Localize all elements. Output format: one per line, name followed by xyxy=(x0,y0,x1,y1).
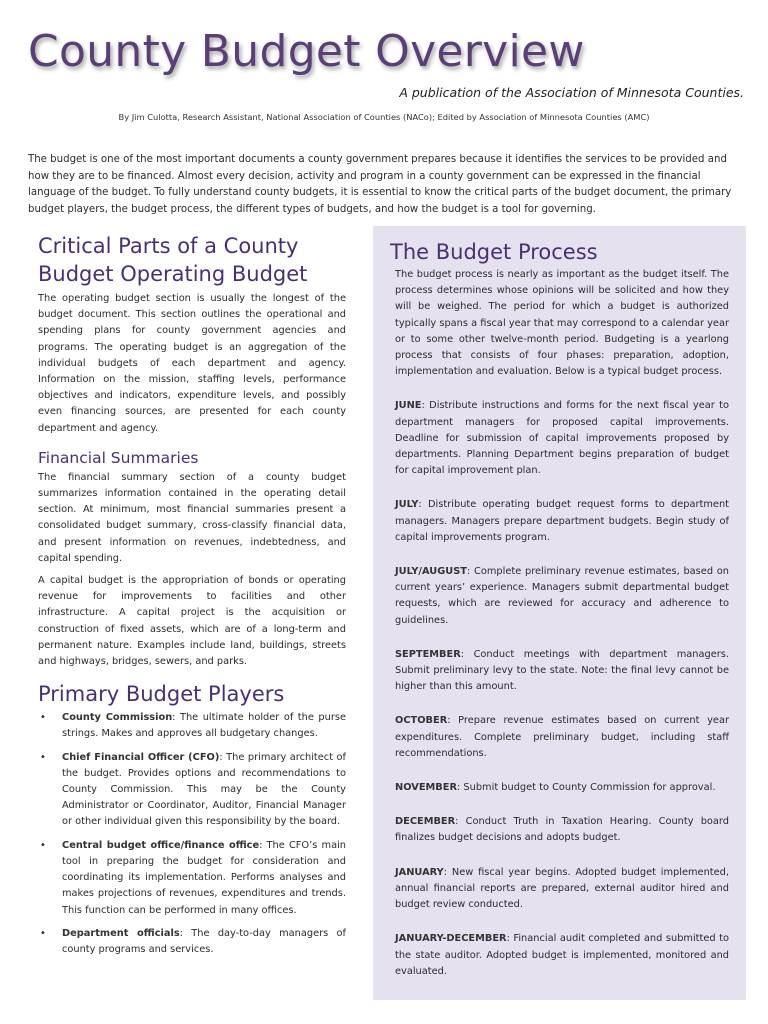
critical-parts-heading-line1: Critical Parts of a County xyxy=(38,234,299,258)
phase-text: : Prepare revenue estimates based on current year expenditures. Complete preliminary budget, including staff recommendations. xyxy=(395,715,729,759)
financial-summaries-heading: Financial Summaries xyxy=(38,448,199,467)
phase-label: NOVEMBER xyxy=(395,782,457,794)
player-description: : The ultimate holder of the purse strings. Makes and approves all budgetary changes. xyxy=(62,712,346,740)
phase-label: JULY/AUGUST xyxy=(395,566,467,578)
list-item xyxy=(38,710,346,742)
player-description: : The day-to-day managers of county programs and services. xyxy=(62,927,346,955)
page-title: County Budget Overview xyxy=(28,26,585,77)
bullet: • xyxy=(40,712,46,724)
process-phase xyxy=(395,865,729,914)
phase-label: JUNE xyxy=(395,400,422,412)
capital-budget-paragraph: A capital budget is the appropriation of bonds or operating revenue for improvements to facilities and other infrastructure. A capital project is the acquisition or construction of fixed assets, which are of a long-term and permanent nature. Examples include land, buildings, streets and highways, bridges, sewers, and parks. xyxy=(38,575,346,668)
player-description: : The CFO’s main tool in preparing the budget for consideration and coordinating its implementation. Performs analyses and makes projections of revenues, expenditures and trends. This function can be performed in many offices. xyxy=(62,839,346,916)
bullet: • xyxy=(40,839,46,851)
process-phase xyxy=(395,814,729,846)
phase-text: : Complete preliminary revenue estimates, based on current years’ experience. Managers submit departmental budget requests, which are reviewed for accuracy and adherence to guidelines. xyxy=(395,566,729,626)
budget-process-body xyxy=(395,267,729,998)
budget-process-panel xyxy=(373,226,746,1000)
phase-text: : Financial audit completed and submitted to the state auditor. Adopted budget is implemented, monitored and evaluated. xyxy=(395,933,729,977)
bullet: • xyxy=(40,751,46,763)
phase-text: : New fiscal year begins. Adopted budget implemented, annual financial reports are prepared, external auditor hired and budget review conducted. xyxy=(395,866,729,911)
phase-label: JANUARY-DECEMBER xyxy=(395,933,507,945)
player-term: Department officials xyxy=(62,927,180,939)
phase-label: JULY xyxy=(395,499,419,511)
process-phase xyxy=(395,713,729,762)
list-item xyxy=(38,838,346,919)
critical-parts-heading-line2: Budget Operating Budget xyxy=(38,262,308,286)
player-term: County Commission xyxy=(62,712,173,724)
publication-subtitle: A publication of the Association of Minnesota Counties. xyxy=(399,85,744,100)
budget-players-list xyxy=(38,710,346,958)
critical-parts-heading xyxy=(38,232,346,288)
process-phase xyxy=(395,564,729,629)
process-phase xyxy=(395,931,729,980)
phase-text: : Submit budget to County Commission for approval. xyxy=(457,782,716,794)
left-column xyxy=(38,232,346,965)
financial-summary-paragraph: The financial summary section of a county budget summarizes information contained in the operating detail section. At minimum, most financial summaries present a consolidated budget summary, cross-classify financial data, and present information on revenues, indebtedness, and capital spending. xyxy=(38,471,346,564)
budget-players-heading: Primary Budget Players xyxy=(38,682,285,707)
process-phase xyxy=(395,780,729,796)
budget-process-heading: The Budget Process xyxy=(390,240,598,264)
list-item xyxy=(38,926,346,958)
phase-label: SEPTEMBER xyxy=(395,648,461,660)
intro-paragraph: The budget is one of the most important documents a county government prepares because it identifies the services to be provided and how they are to be financed. Almost every decision, activity and program in a county government can be expressed in the financial language of the budget. To fully understand county budgets, it is essential to know the critical parts of the budget document, the primary budget players, the budget process, the different types of budgets, and how the budget is a tool for governing. xyxy=(28,154,732,215)
player-description: : The primary architect of the budget. Provides options and recommendations to County Commission. This may be the County Administrator or Coordinator, Auditor, Financial Manager or other individual given this responsibility by the board. xyxy=(62,751,347,828)
list-item xyxy=(38,750,346,831)
process-phase xyxy=(395,647,729,696)
operating-budget-paragraph: The operating budget section is usually the longest of the budget document. This section outlines the operational and spending plans for county government agencies and programs. The operating budget is an aggregation of the individual budgets of each department and agency. Information on the mission, staffing levels, performance objectives and indicators, expenditure levels, and possibly even financing sources, are presented for each county department and agency. xyxy=(38,293,346,434)
phase-label: JANUARY xyxy=(395,866,444,878)
process-phase xyxy=(395,497,729,546)
phase-text: : Distribute instructions and forms for the next fiscal year to department managers for proposed capital improvements. Deadline for submission of capital improvements proposed by departments. Planning Department begins preparation of budget for capital improvement plan. xyxy=(395,400,729,477)
phase-label: OCTOBER xyxy=(395,715,448,727)
budget-process-intro: The budget process is nearly as important as the budget itself. The process determines whose opinions will be solicited and how they will be weighed. The period for which a budget is authorized typically spans a fiscal year that may correspond to a calendar year or to some other twelve-month period. Budgeting is a yearlong process that consists of four phases: preparation, adoption, implementation and evaluation. Below is a typical budget process. xyxy=(395,269,729,378)
phase-label: DECEMBER xyxy=(395,816,456,828)
bullet: • xyxy=(40,927,46,939)
process-phase xyxy=(395,398,729,479)
phase-text: : Conduct Truth in Taxation Hearing. County board finalizes budget decisions and adopts budget. xyxy=(395,816,729,844)
player-term: Central budget office/finance office xyxy=(62,839,260,851)
player-term: Chief Financial Officer (CFO) xyxy=(62,751,220,763)
author-byline: By Jim Culotta, Research Assistant, National Association of Counties (NACo); Edited by Association of Minnesota Counties (AMC) xyxy=(118,112,650,122)
phase-text: : Distribute operating budget request forms to department managers. Managers prepare department budgets. Begin study of capital improvements program. xyxy=(395,499,729,543)
phase-text: : Conduct meetings with department managers. Submit preliminary levy to the state. Note: the final levy cannot be higher than this amount. xyxy=(395,648,729,693)
